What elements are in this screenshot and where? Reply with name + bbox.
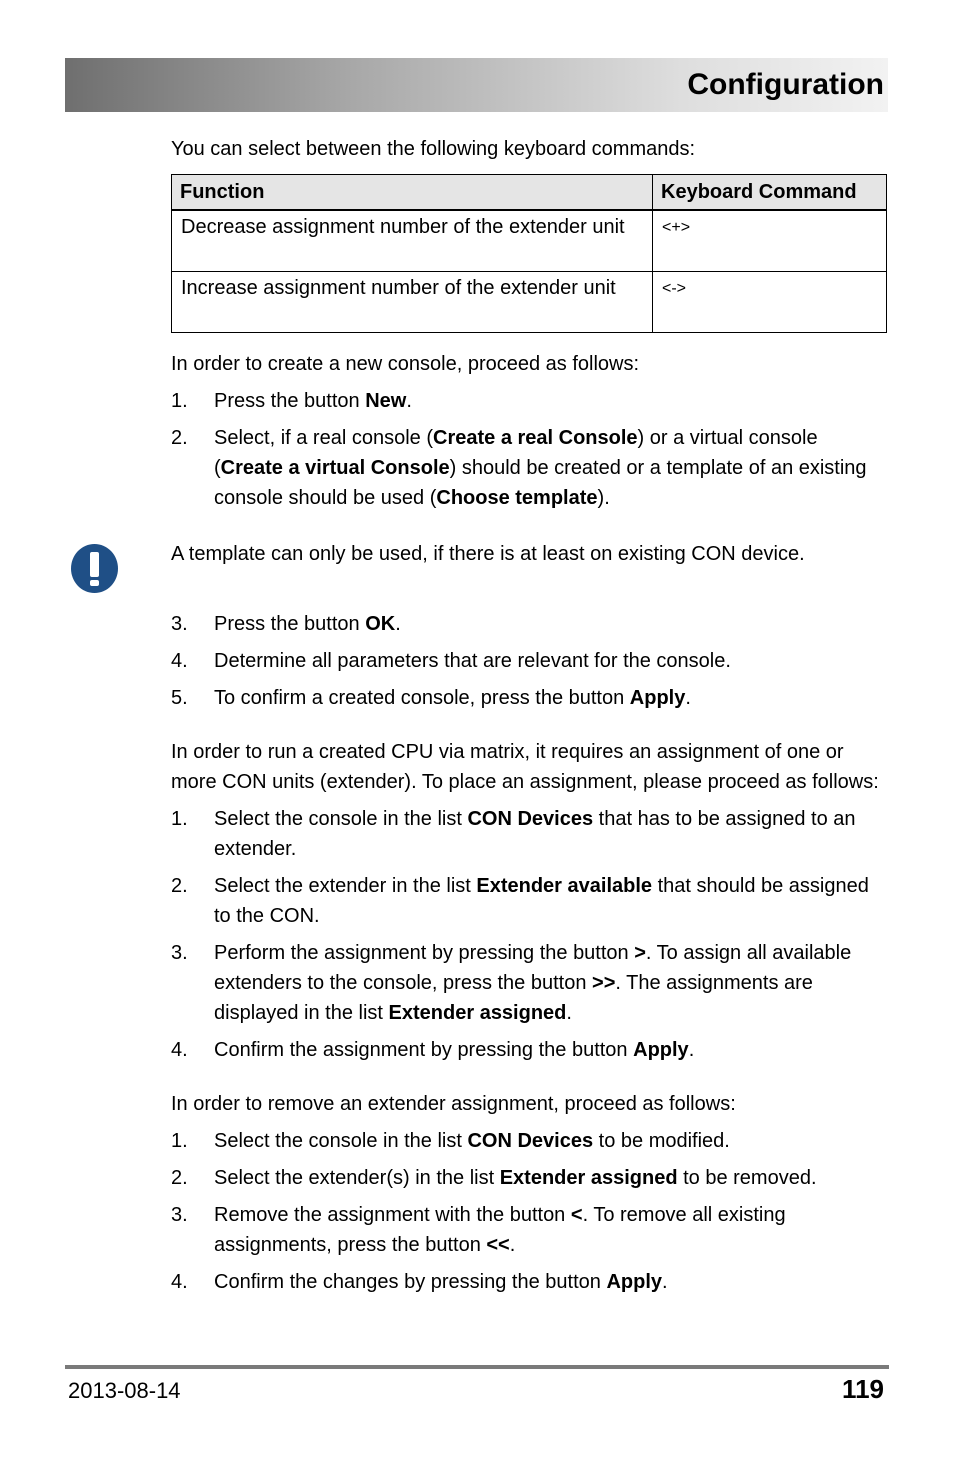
section2-steps [171,804,887,1065]
section3-lead: In order to remove an extender assignment, proceed as follows: [171,1093,736,1115]
step-number: 4. [171,1271,188,1293]
page-number: 119 [842,1374,884,1404]
list-item [171,871,887,931]
step-text: ) or a virtual console ( [214,427,818,479]
footer-divider [65,1365,889,1369]
section1-steps [171,386,887,513]
content-bottom [171,609,887,1304]
step-number: 4. [171,1039,188,1061]
step-number: 3. [171,1204,188,1226]
table-header-keyboard-command: Keyboard Command [653,175,887,211]
step-keyword: Extender assigned [388,1002,567,1024]
step-number: 1. [171,808,188,830]
step-text: Press the button [214,613,366,635]
section3-steps [171,1126,887,1297]
important-note-icon [71,544,118,593]
step-text: Remove the assignment with the button [214,1204,571,1226]
header-bar [65,58,888,112]
keyboard-commands-table [171,174,887,333]
step-text: Select the extender(s) in the list [214,1167,500,1189]
list-item [171,683,887,713]
table-header-row [172,175,887,211]
step-text: . [406,390,412,412]
step-number: 1. [171,1130,188,1152]
step-text: . [685,687,691,709]
intro-text: You can select between the following keyboard commands: [171,138,696,160]
table-header-function: Function [172,175,653,211]
list-item [171,1126,887,1156]
list-item [171,646,887,676]
step-text: . [395,613,401,635]
step-text: . To remove all existing assignments, press the button [214,1204,786,1256]
step-text: To confirm a created console, press the button [214,687,630,709]
step-text: ). [597,487,610,509]
step-keyword: < [570,1204,583,1226]
step-text: . [688,1039,695,1061]
step-text: . [509,1234,516,1256]
step-number: 2. [171,875,188,897]
list-item [171,804,887,864]
step-text: that has to be assigned to an extender. [214,808,856,860]
step-keyword: >> [592,972,616,994]
section1b-steps [171,609,887,713]
list-item [171,386,887,416]
step-text: Select, if a real console ( [214,427,433,449]
table-cell-command: <-> [653,272,887,333]
step-number: 1. [171,390,188,412]
step-number: 5. [171,687,188,709]
step-keyword: CON Devices [467,808,594,830]
table-row [172,272,887,333]
section1-lead: In order to create a new console, proceed as follows: [171,353,640,375]
step-text: Press the button [214,390,366,412]
step-keyword: << [486,1234,510,1256]
step-text: . [566,1002,572,1024]
step-text: Select the console in the list [214,808,468,830]
step-text: to be removed. [677,1167,817,1189]
step-text: that should be assigned to the CON. [214,875,869,927]
step-keyword: Choose template [436,487,598,509]
step-keyword: Extender assigned [499,1167,678,1189]
step-keyword: Apply [629,687,686,709]
page-title: Configuration [687,68,884,101]
step-number: 3. [171,613,188,635]
step-keyword: New [365,390,407,412]
list-item [171,1200,887,1260]
step-keyword: Create a real Console [433,427,638,449]
step-text: . The assignments are displayed in the list [214,972,813,1024]
step-text: Select the extender in the list [214,875,477,897]
table-cell-function: Increase assignment number of the extender unit [172,272,653,333]
step-keyword: OK [365,613,396,635]
footer-date: 2013-08-14 [68,1378,181,1403]
step-keyword: Apply [606,1271,663,1293]
step-keyword: CON Devices [467,1130,594,1152]
table-cell-function: Decrease assignment number of the extender unit [172,210,653,272]
step-keyword: Extender available [476,875,653,897]
step-number: 2. [171,1167,188,1189]
list-item [171,1267,887,1297]
step-text: . [662,1271,668,1293]
step-text: to be modified. [593,1130,730,1152]
step-keyword: Create a virtual Console [220,457,450,479]
section2-lead: In order to run a created CPU via matrix, it requires an assignment of one or more CON units (extender). To place an assignment, please proceed as follows: [171,741,879,793]
table-cell-command: <+> [653,210,887,272]
list-item [171,1163,887,1193]
table-row [172,210,887,272]
step-text: Confirm the changes by pressing the button [214,1271,607,1293]
step-text: Select the console in the list [214,1130,468,1152]
list-item [171,423,887,513]
list-item [171,609,887,639]
note-text: A template can only be used, if there is at least on existing CON device. [171,543,805,565]
step-text: Determine all parameters that are relevant for the console. [214,650,731,672]
content-top [171,134,887,520]
step-text: Perform the assignment by pressing the button [214,942,635,964]
list-item [171,1035,887,1065]
step-text: Confirm the assignment by pressing the button [214,1039,634,1061]
step-number: 2. [171,427,188,449]
step-text: ) should be created or a template of an existing console should be used ( [214,457,867,509]
step-text: . To assign all available extenders to the console, press the button [214,942,852,994]
step-keyword: > [634,942,646,964]
step-number: 4. [171,650,188,672]
step-number: 3. [171,942,188,964]
list-item [171,938,887,1028]
step-keyword: Apply [633,1039,689,1061]
